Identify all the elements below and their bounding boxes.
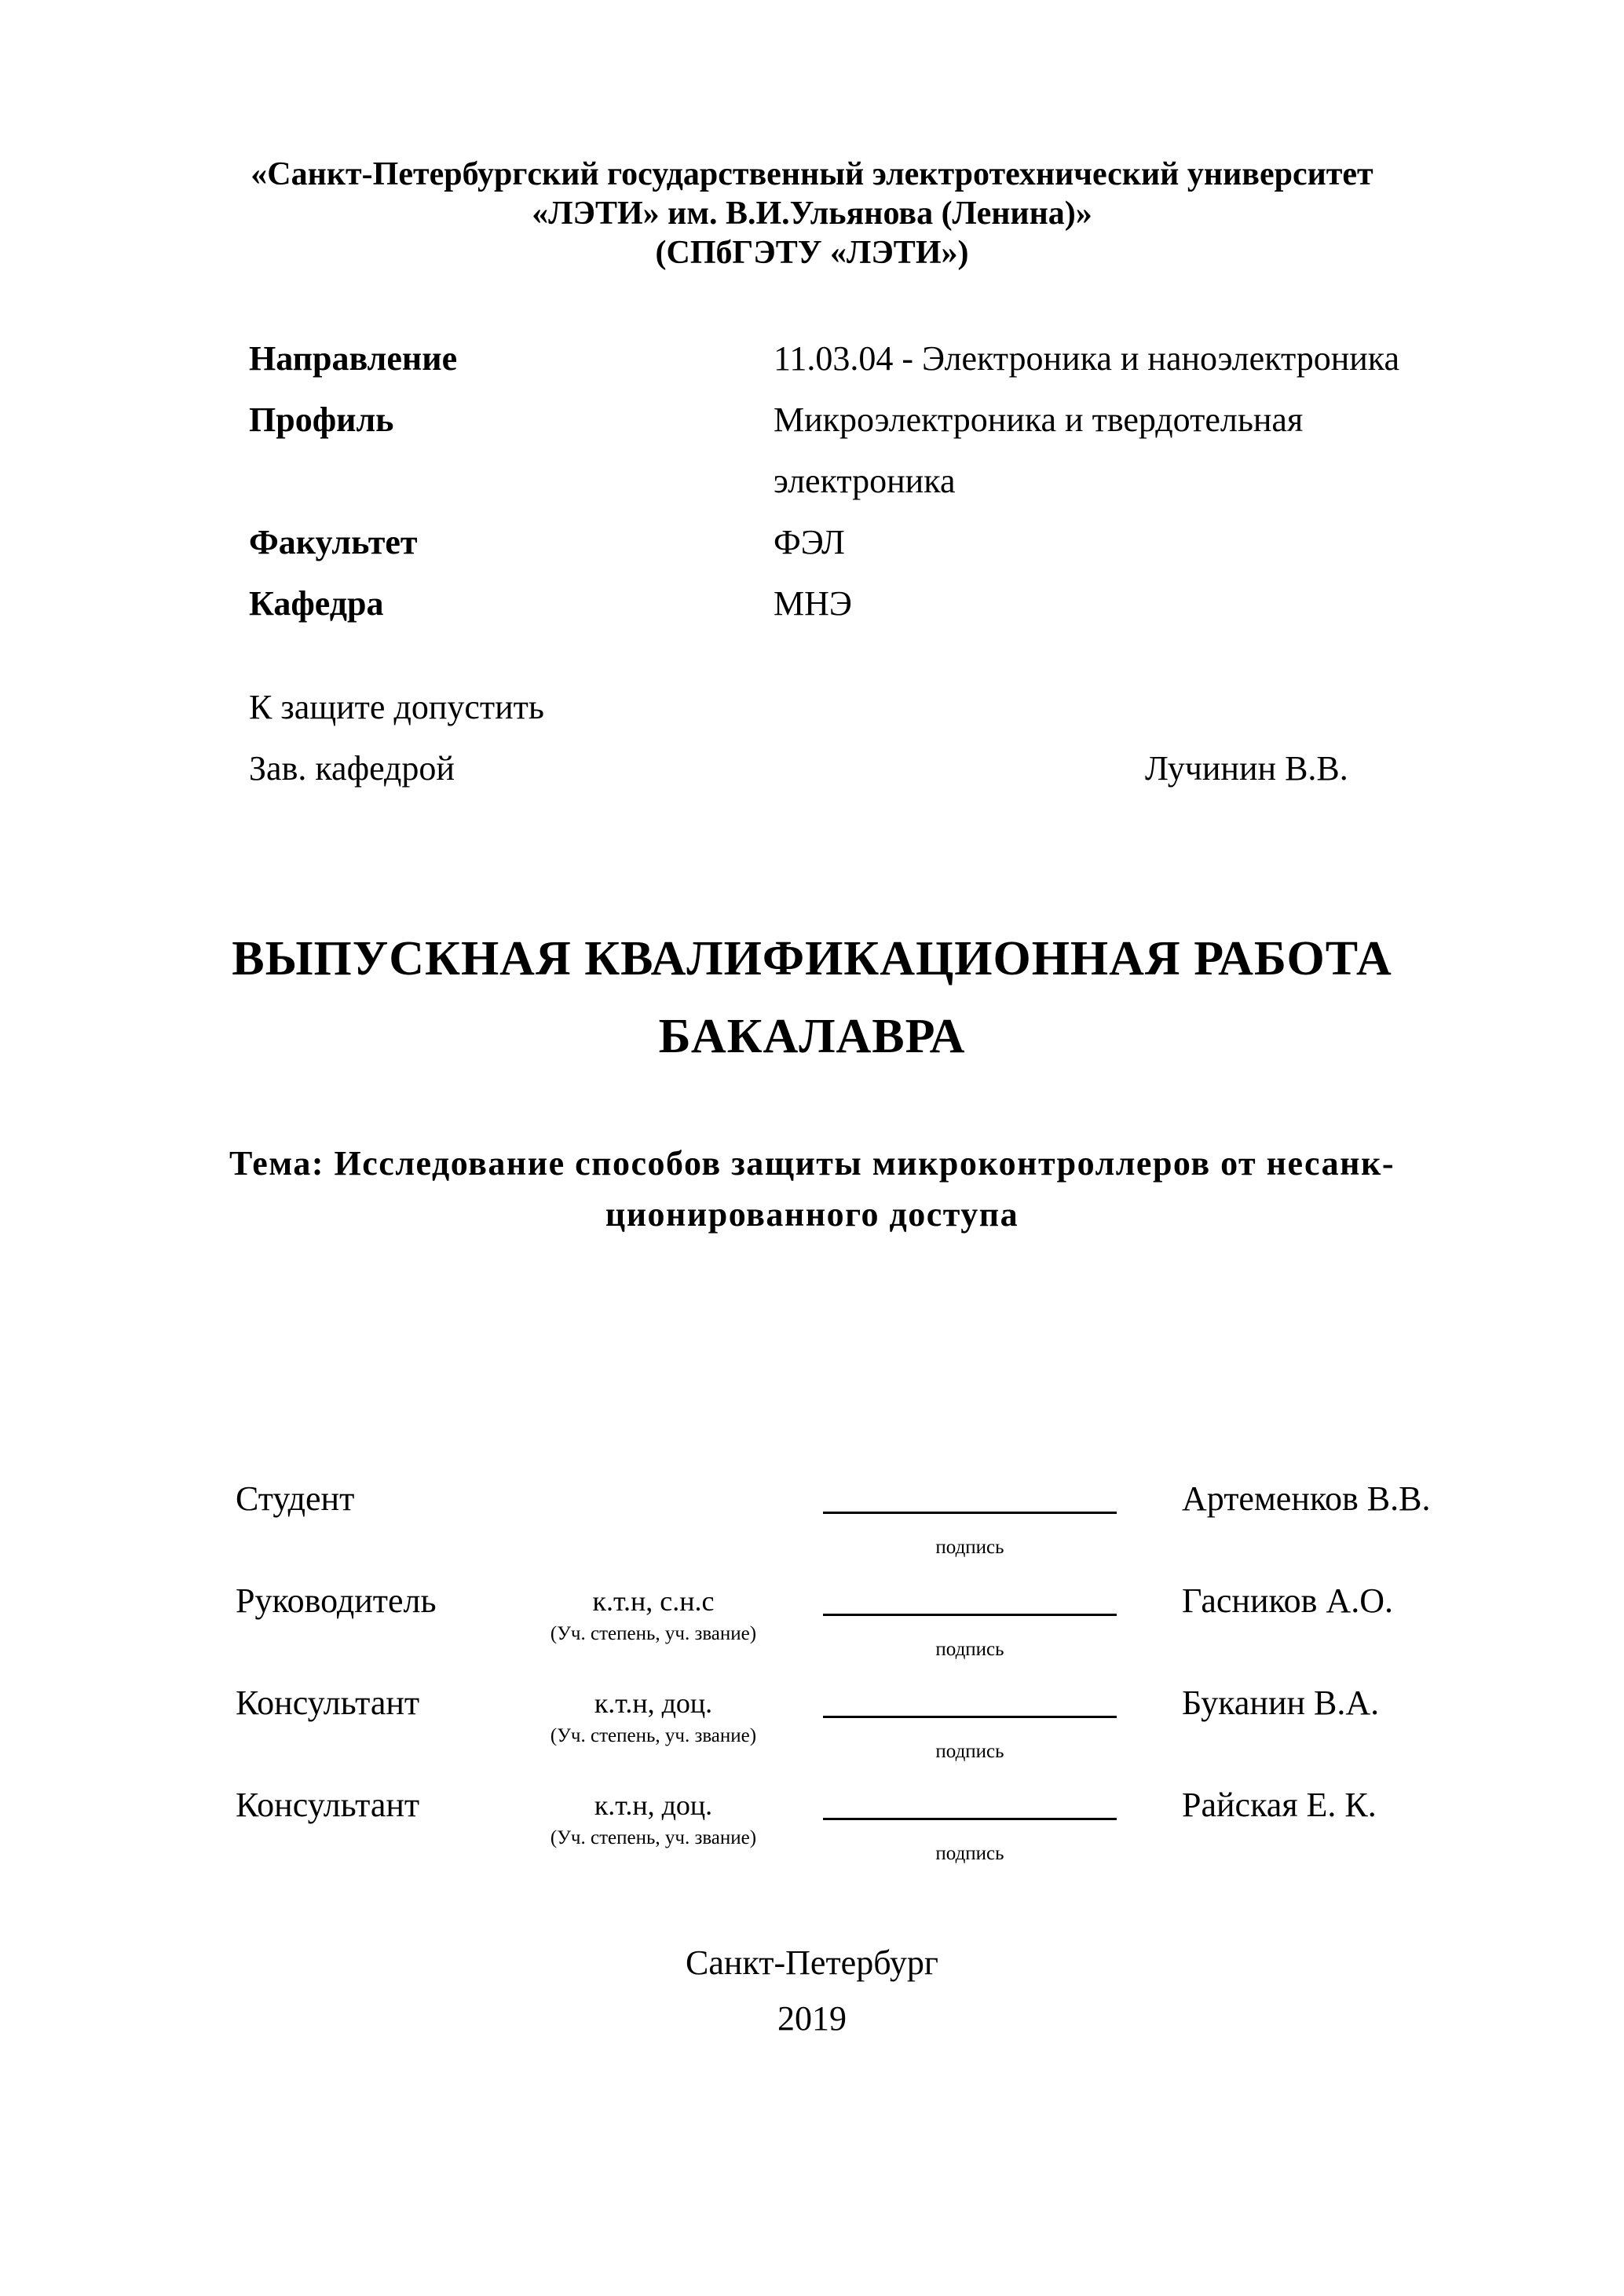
signature-line-consultant-2 bbox=[823, 1818, 1117, 1820]
info-value-profile: Микроэлектроника и твердотельная bbox=[774, 400, 1304, 439]
university-name-line1: «Санкт-Петербургский государственный электротехнический университет bbox=[251, 156, 1373, 192]
signature-role-supervisor: Руководитель bbox=[236, 1581, 437, 1620]
info-value-profile-cont: электроника bbox=[774, 462, 956, 500]
document-title-line1: ВЫПУСКНАЯ КВАЛИФИКАЦИОННАЯ РАБОТА bbox=[232, 932, 1392, 985]
signature-rank-consultant-2: к.т.н, доц. bbox=[594, 1790, 713, 1821]
head-of-department-name: Лучинин В.В. bbox=[1145, 749, 1348, 788]
signature-name-supervisor: Гасников А.О. bbox=[1182, 1581, 1393, 1620]
signature-role-consultant-2: Консультант bbox=[236, 1786, 420, 1824]
signature-line-supervisor bbox=[823, 1614, 1117, 1616]
university-name-line2: «ЛЭТИ» им. В.И.Ульянова (Ленина)» bbox=[532, 196, 1092, 232]
info-label-direction: Направление bbox=[249, 339, 458, 378]
signature-rank-consultant-1: к.т.н, доц. bbox=[594, 1687, 713, 1719]
rank-hint: (Уч. степень, уч. звание) bbox=[550, 1827, 757, 1848]
signature-line-student bbox=[823, 1512, 1117, 1514]
signature-name-student: Артеменков В.В. bbox=[1182, 1479, 1431, 1518]
info-value-direction: 11.03.04 - Электроника и наноэлектроника bbox=[774, 339, 1400, 378]
signature-hint: подпись bbox=[935, 1741, 1004, 1762]
signature-hint: подпись bbox=[935, 1537, 1004, 1558]
rank-hint: (Уч. степень, уч. звание) bbox=[550, 1725, 757, 1746]
theme-line2: ционированного доступа bbox=[605, 1195, 1019, 1234]
signature-role-consultant-1: Консультант bbox=[236, 1684, 420, 1722]
signature-name-consultant-2: Райская Е. К. bbox=[1182, 1786, 1377, 1824]
signature-name-consultant-1: Буканин В.А. bbox=[1182, 1684, 1380, 1722]
info-value-department: МНЭ bbox=[774, 584, 852, 623]
signature-rank-supervisor: к.т.н, с.н.с bbox=[592, 1585, 715, 1617]
info-value-faculty: ФЭЛ bbox=[774, 523, 845, 561]
head-of-department-label: Зав. кафедрой bbox=[249, 749, 455, 788]
footer-city: Санкт-Петербург bbox=[686, 1943, 938, 1982]
footer-year: 2019 bbox=[777, 1999, 847, 2038]
signature-hint: подпись bbox=[935, 1843, 1004, 1864]
document-title-line2: БАКАЛАВРА bbox=[658, 1010, 966, 1063]
signature-line-consultant-1 bbox=[823, 1716, 1117, 1718]
admit-to-defense-text: К защите допустить bbox=[249, 688, 544, 726]
signature-hint: подпись bbox=[935, 1639, 1004, 1660]
rank-hint: (Уч. степень, уч. звание) bbox=[550, 1623, 757, 1644]
signature-role-student: Студент bbox=[236, 1479, 355, 1518]
university-abbrev: (СПбГЭТУ «ЛЭТИ») bbox=[655, 235, 969, 271]
theme-line1: Тема: Исследование способов защиты микроконтроллеров от несанк- bbox=[229, 1144, 1395, 1183]
info-label-department: Кафедра bbox=[249, 584, 384, 623]
info-label-profile: Профиль bbox=[249, 400, 394, 439]
info-label-faculty: Факультет bbox=[249, 523, 418, 561]
